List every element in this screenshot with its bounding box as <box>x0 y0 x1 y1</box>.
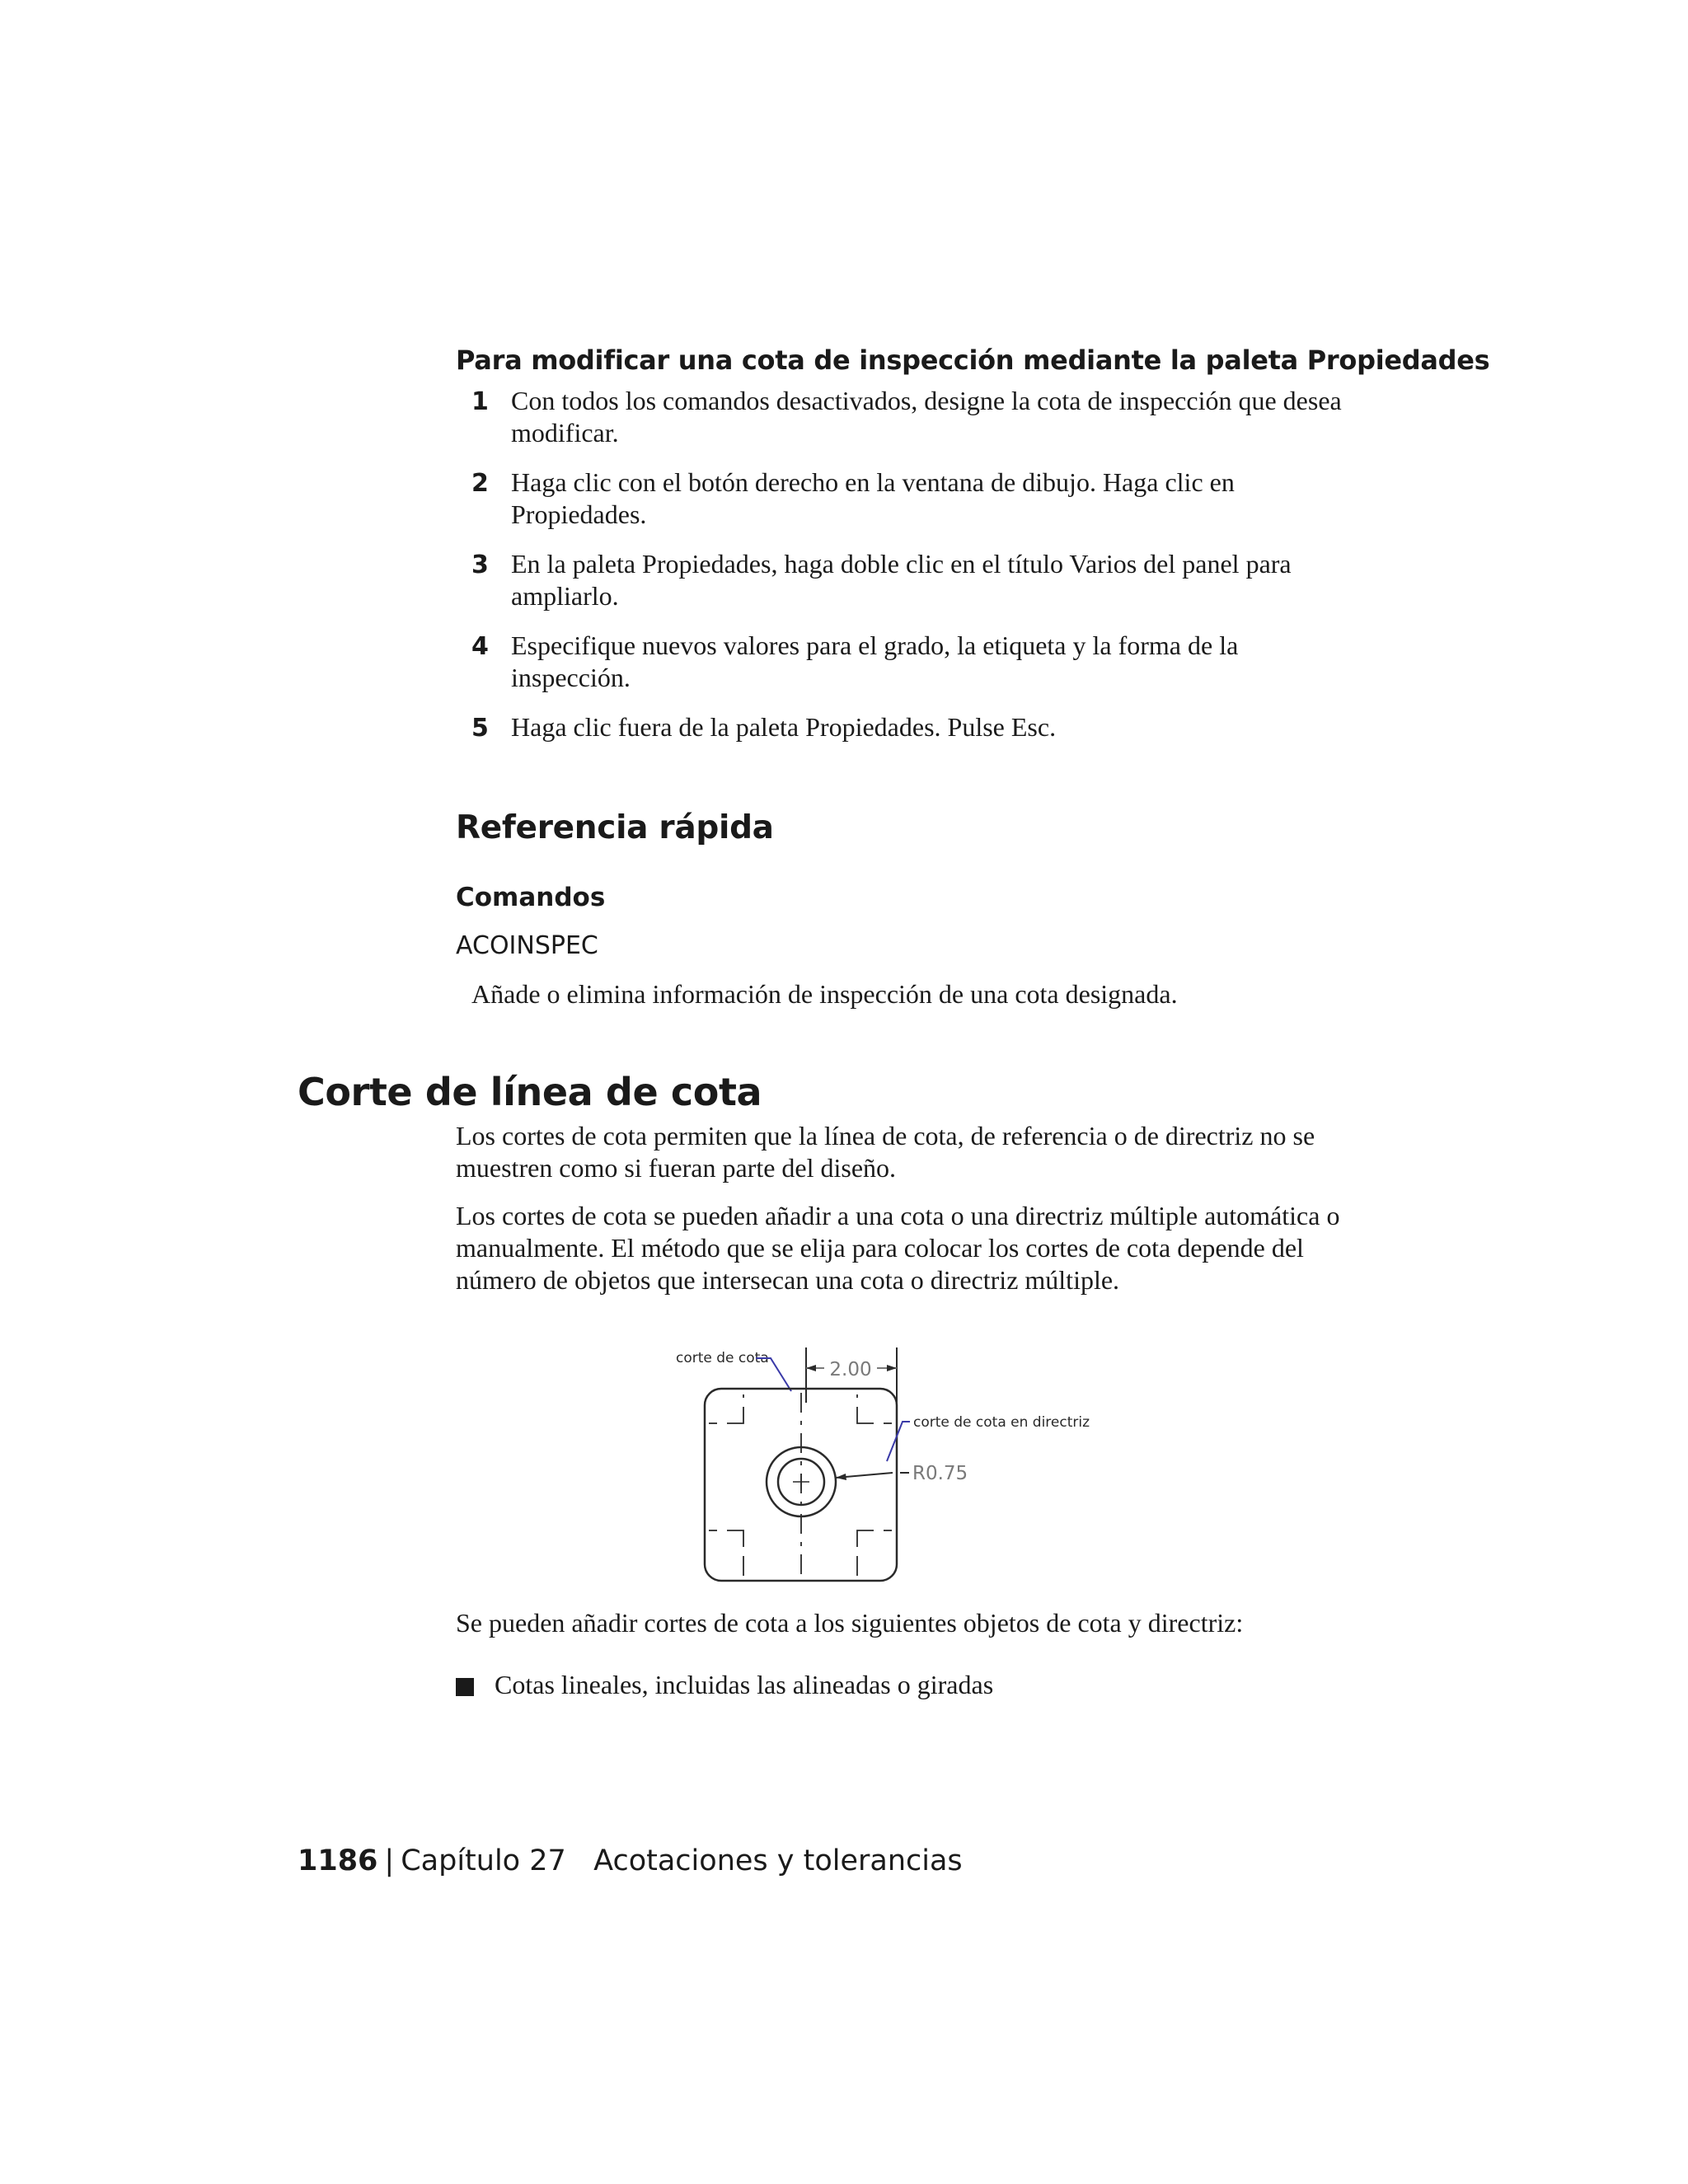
figure-label-break: corte de cota <box>676 1350 769 1366</box>
step-number: 3 <box>471 551 489 579</box>
step-text: En la paleta Propiedades, haga doble clic en el título Varios del panel para ampliarlo. <box>511 549 1292 611</box>
section-paragraph: Se pueden añadir cortes de cota a los siguientes objetos de cota y directriz: <box>456 1608 1244 1638</box>
bullet-item: Cotas lineales, incluidas las alineadas o giradas <box>495 1670 994 1699</box>
chapter-label: Capítulo 27 <box>401 1844 566 1877</box>
step-text: Con todos los comandos desactivados, designe la cota de inspección que desea modificar. <box>511 386 1342 448</box>
section-heading: Corte de línea de cota <box>298 1070 762 1114</box>
dimension-arrow-left <box>806 1365 816 1371</box>
bullet-marker <box>456 1678 474 1696</box>
command-description: Añade o elimina información de inspección de una cota designada. <box>471 979 1178 1009</box>
step-number: 5 <box>471 714 489 743</box>
figure-label-leader-break: corte de cota en directriz <box>913 1414 1090 1431</box>
hidden-corner-lines <box>709 1394 892 1576</box>
leader-break-callout-line <box>887 1422 910 1461</box>
dimension-value: 2.00 <box>829 1359 872 1380</box>
command-name: ACOINSPEC <box>456 931 598 960</box>
step-text: Haga clic con el botón derecho en la ventana de dibujo. Haga clic en Propiedades. <box>511 467 1235 529</box>
dimension-arrow-right <box>887 1365 897 1371</box>
chapter-title: Acotaciones y tolerancias <box>593 1844 963 1877</box>
step-number: 1 <box>471 387 489 416</box>
step-text: Especifique nuevos valores para el grado, la etiqueta y la forma de la inspección. <box>511 630 1239 692</box>
page-number: 1186 <box>298 1844 378 1877</box>
footer-separator: | <box>384 1844 395 1877</box>
dimension-break-figure <box>668 1343 1129 1599</box>
step-number: 4 <box>471 632 489 661</box>
step-number: 2 <box>471 469 489 498</box>
procedure-title: Para modificar una cota de inspección mediante la paleta Propiedades <box>456 344 1490 376</box>
step-text: Haga clic fuera de la paleta Propiedades. Pulse Esc. <box>511 712 1057 742</box>
radius-value: R0.75 <box>912 1463 968 1484</box>
section-paragraph: Los cortes de cota permiten que la línea de cota, de referencia o de directriz no se muestren como si fueran parte del diseño. <box>456 1121 1315 1183</box>
quick-reference-heading: Referencia rápida <box>456 809 774 846</box>
section-paragraph: Los cortes de cota se pueden añadir a una cota o una directriz múltiple automática o manualmente. El método que se elija para colocar los cortes de cota depende del número de objetos que intersecan una cota o directriz múltiple. <box>456 1201 1340 1295</box>
commands-heading: Comandos <box>456 883 606 912</box>
page-footer <box>298 1844 963 1877</box>
